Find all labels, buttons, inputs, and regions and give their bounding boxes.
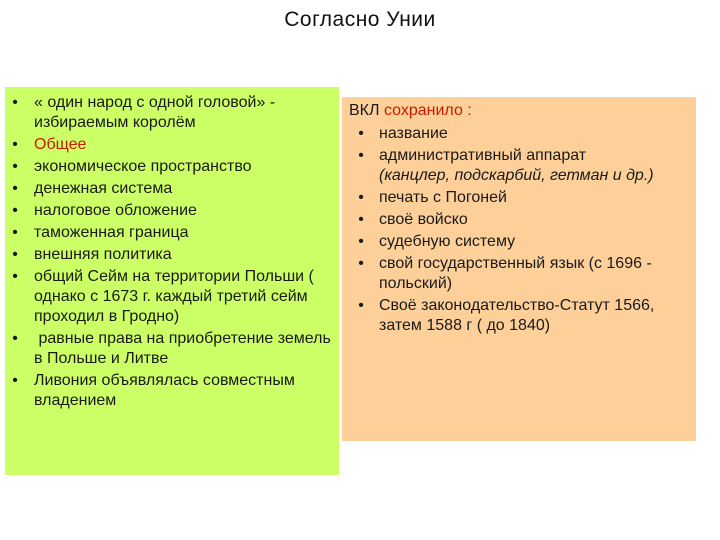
bullet-icon: • xyxy=(12,246,18,263)
list-item-text: налоговое обложение xyxy=(34,202,197,219)
bullet-icon: • xyxy=(358,147,364,164)
bullet-icon: • xyxy=(358,211,364,228)
bullet-icon: • xyxy=(358,125,364,142)
list-item-text: печать с Погоней xyxy=(379,189,507,206)
list-item xyxy=(5,223,333,243)
gdl-retained-panel xyxy=(342,97,696,441)
bullet-icon: • xyxy=(12,94,18,111)
list-item-text: Общее xyxy=(34,136,87,153)
bullet-icon: • xyxy=(12,330,18,347)
bullet-icon: • xyxy=(358,189,364,206)
list-item xyxy=(5,157,333,177)
bullet-icon: • xyxy=(12,268,18,285)
list-item xyxy=(5,245,333,265)
list-item xyxy=(5,267,333,327)
list-item-text: денежная система xyxy=(34,180,173,197)
heading-rest: сохранило : xyxy=(383,102,472,119)
bullet-icon: • xyxy=(12,372,18,389)
bullet-icon: • xyxy=(12,136,18,153)
list-item-text: Своё законодательство-Статут 1566, затем 1588 г ( до 1840) xyxy=(379,297,655,334)
list-item-text: экономическое пространство xyxy=(34,158,252,175)
list-item-text: таможенная граница xyxy=(34,224,189,241)
list-item-text: своё войско xyxy=(379,211,468,228)
bullet-icon: • xyxy=(358,233,364,250)
list-item xyxy=(5,371,333,411)
list-item xyxy=(349,188,690,208)
heading-abbr: ВКЛ xyxy=(349,102,380,119)
retained-list xyxy=(349,124,690,336)
bullet-icon: • xyxy=(358,297,364,314)
list-item-text: внешняя политика xyxy=(34,246,172,263)
union-common-features-panel xyxy=(5,87,339,475)
list-item xyxy=(5,201,333,221)
list-item-text: « один народ с одной головой» - избираемым королём xyxy=(34,94,276,131)
list-item-text: равные права на приобретение земель в Польше и Литве xyxy=(34,330,336,367)
list-item-text: Ливония объявлялась совместным владением xyxy=(34,372,295,409)
slide-title: Согласно Унии xyxy=(284,8,436,31)
bullet-icon: • xyxy=(12,224,18,241)
list-item-text: судебную систему xyxy=(379,233,516,250)
bullet-icon: • xyxy=(358,255,364,272)
list-item xyxy=(5,179,333,199)
list-item xyxy=(349,296,690,336)
common-features-list xyxy=(5,93,336,411)
list-item xyxy=(349,232,690,252)
bullet-icon: • xyxy=(12,202,18,219)
list-item-text: название xyxy=(379,125,448,142)
list-item xyxy=(349,210,690,230)
list-item xyxy=(5,135,333,155)
list-item xyxy=(5,329,336,369)
list-item xyxy=(349,254,690,294)
list-item xyxy=(5,93,333,133)
list-item-text: административный аппарат xyxy=(379,147,587,164)
bullet-icon: • xyxy=(12,158,18,175)
panel-heading xyxy=(349,101,690,121)
list-item-subtext: (канцлер, подскарбий, гетман и др.) xyxy=(379,167,654,184)
list-item xyxy=(349,146,690,186)
list-item-text: общий Сейм на территории Польши ( однако с 1673 г. каждый третий сейм проходил в Гродно) xyxy=(34,268,314,325)
bullet-icon: • xyxy=(12,180,18,197)
list-item-text: свой государственный язык (с 1696 - польский) xyxy=(379,255,652,292)
list-item xyxy=(349,124,690,144)
